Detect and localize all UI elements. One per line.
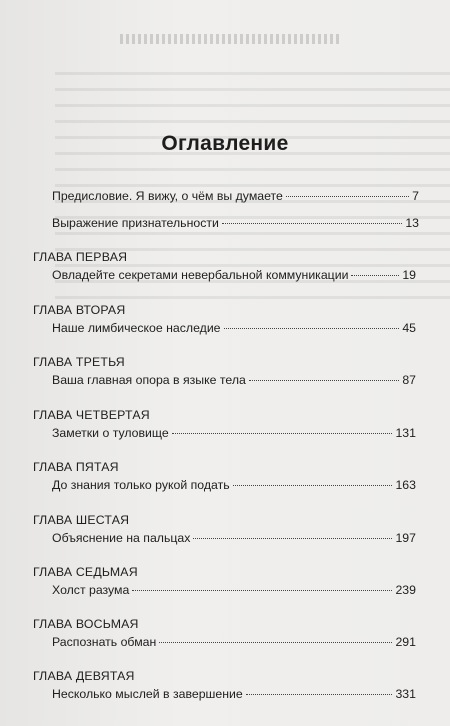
chapter-heading: ГЛАВА СЕДЬМАЯ [33, 565, 138, 579]
toc-entry-chapter-6[interactable] [52, 531, 416, 545]
toc-entry-chapter-2[interactable] [52, 321, 416, 335]
toc-entry-page: 13 [405, 216, 419, 230]
toc-entry-label: Заметки о туловище [52, 426, 169, 440]
dot-leader [224, 328, 400, 329]
toc-entry-page: 163 [395, 478, 416, 492]
chapter-heading: ГЛАВА ПЯТАЯ [33, 460, 119, 474]
toc-entry-label: Холст разума [52, 583, 130, 597]
chapter-heading: ГЛАВА ВОСЬМАЯ [33, 617, 139, 631]
chapter-heading: ГЛАВА ДЕВЯТАЯ [33, 669, 135, 683]
toc-entry-label: Объяснение на пальцах [52, 531, 191, 545]
page-title: Оглавление [161, 132, 289, 155]
dot-leader [233, 485, 393, 486]
dot-leader [159, 642, 392, 643]
chapter-heading: ГЛАВА ТРЕТЬЯ [33, 355, 125, 369]
toc-entry-page: 45 [402, 321, 416, 335]
toc-entry-label: Предисловие. Я вижу, о чём вы думаете [52, 189, 283, 203]
toc-entry-page: 7 [412, 189, 419, 203]
toc-entry-acknowledgements[interactable] [52, 216, 419, 230]
toc-entry-label: Распознать обман [52, 635, 157, 649]
toc-entry-page: 19 [402, 268, 416, 282]
toc-entry-label: Выражение признательности [52, 216, 219, 230]
toc-entry-chapter-5[interactable] [52, 478, 416, 492]
bleed-through-header [120, 34, 340, 44]
toc-entry-page: 239 [395, 583, 416, 597]
toc-entry-chapter-3[interactable] [52, 373, 416, 387]
dot-leader [172, 433, 393, 434]
dot-leader [249, 380, 399, 381]
toc-entry-page: 291 [395, 635, 416, 649]
toc-entry-label: До знания только рукой подать [52, 478, 230, 492]
toc-entry-page: 87 [402, 373, 416, 387]
toc-entry-page: 131 [395, 426, 416, 440]
chapter-heading: ГЛАВА ШЕСТАЯ [33, 513, 130, 527]
toc-entry-label: Несколько мыслей в завершение [52, 687, 243, 701]
toc-entry-label: Наше лимбическое наследие [52, 321, 221, 335]
toc-entry-label: Овладейте секретами невербальной коммуникации [52, 268, 349, 282]
toc-entry-page: 197 [395, 531, 416, 545]
dot-leader [132, 590, 392, 591]
dot-leader [222, 223, 402, 224]
toc-entry-chapter-1[interactable] [52, 268, 416, 282]
dot-leader [351, 275, 399, 276]
dot-leader [193, 538, 392, 539]
toc-entry-preface[interactable] [52, 189, 419, 203]
toc-entry-chapter-4[interactable] [52, 426, 416, 440]
chapter-heading: ГЛАВА ПЕРВАЯ [33, 250, 128, 264]
toc-entry-chapter-8[interactable] [52, 635, 416, 649]
chapter-heading: ГЛАВА ВТОРАЯ [33, 303, 126, 317]
dot-leader [286, 196, 409, 197]
chapter-heading: ГЛАВА ЧЕТВЕРТАЯ [33, 408, 150, 422]
toc-entry-label: Ваша главная опора в языке тела [52, 373, 246, 387]
toc-entry-chapter-7[interactable] [52, 583, 416, 597]
toc-entry-page: 331 [395, 687, 416, 701]
toc-entry-chapter-9[interactable] [52, 687, 416, 701]
dot-leader [246, 694, 393, 695]
